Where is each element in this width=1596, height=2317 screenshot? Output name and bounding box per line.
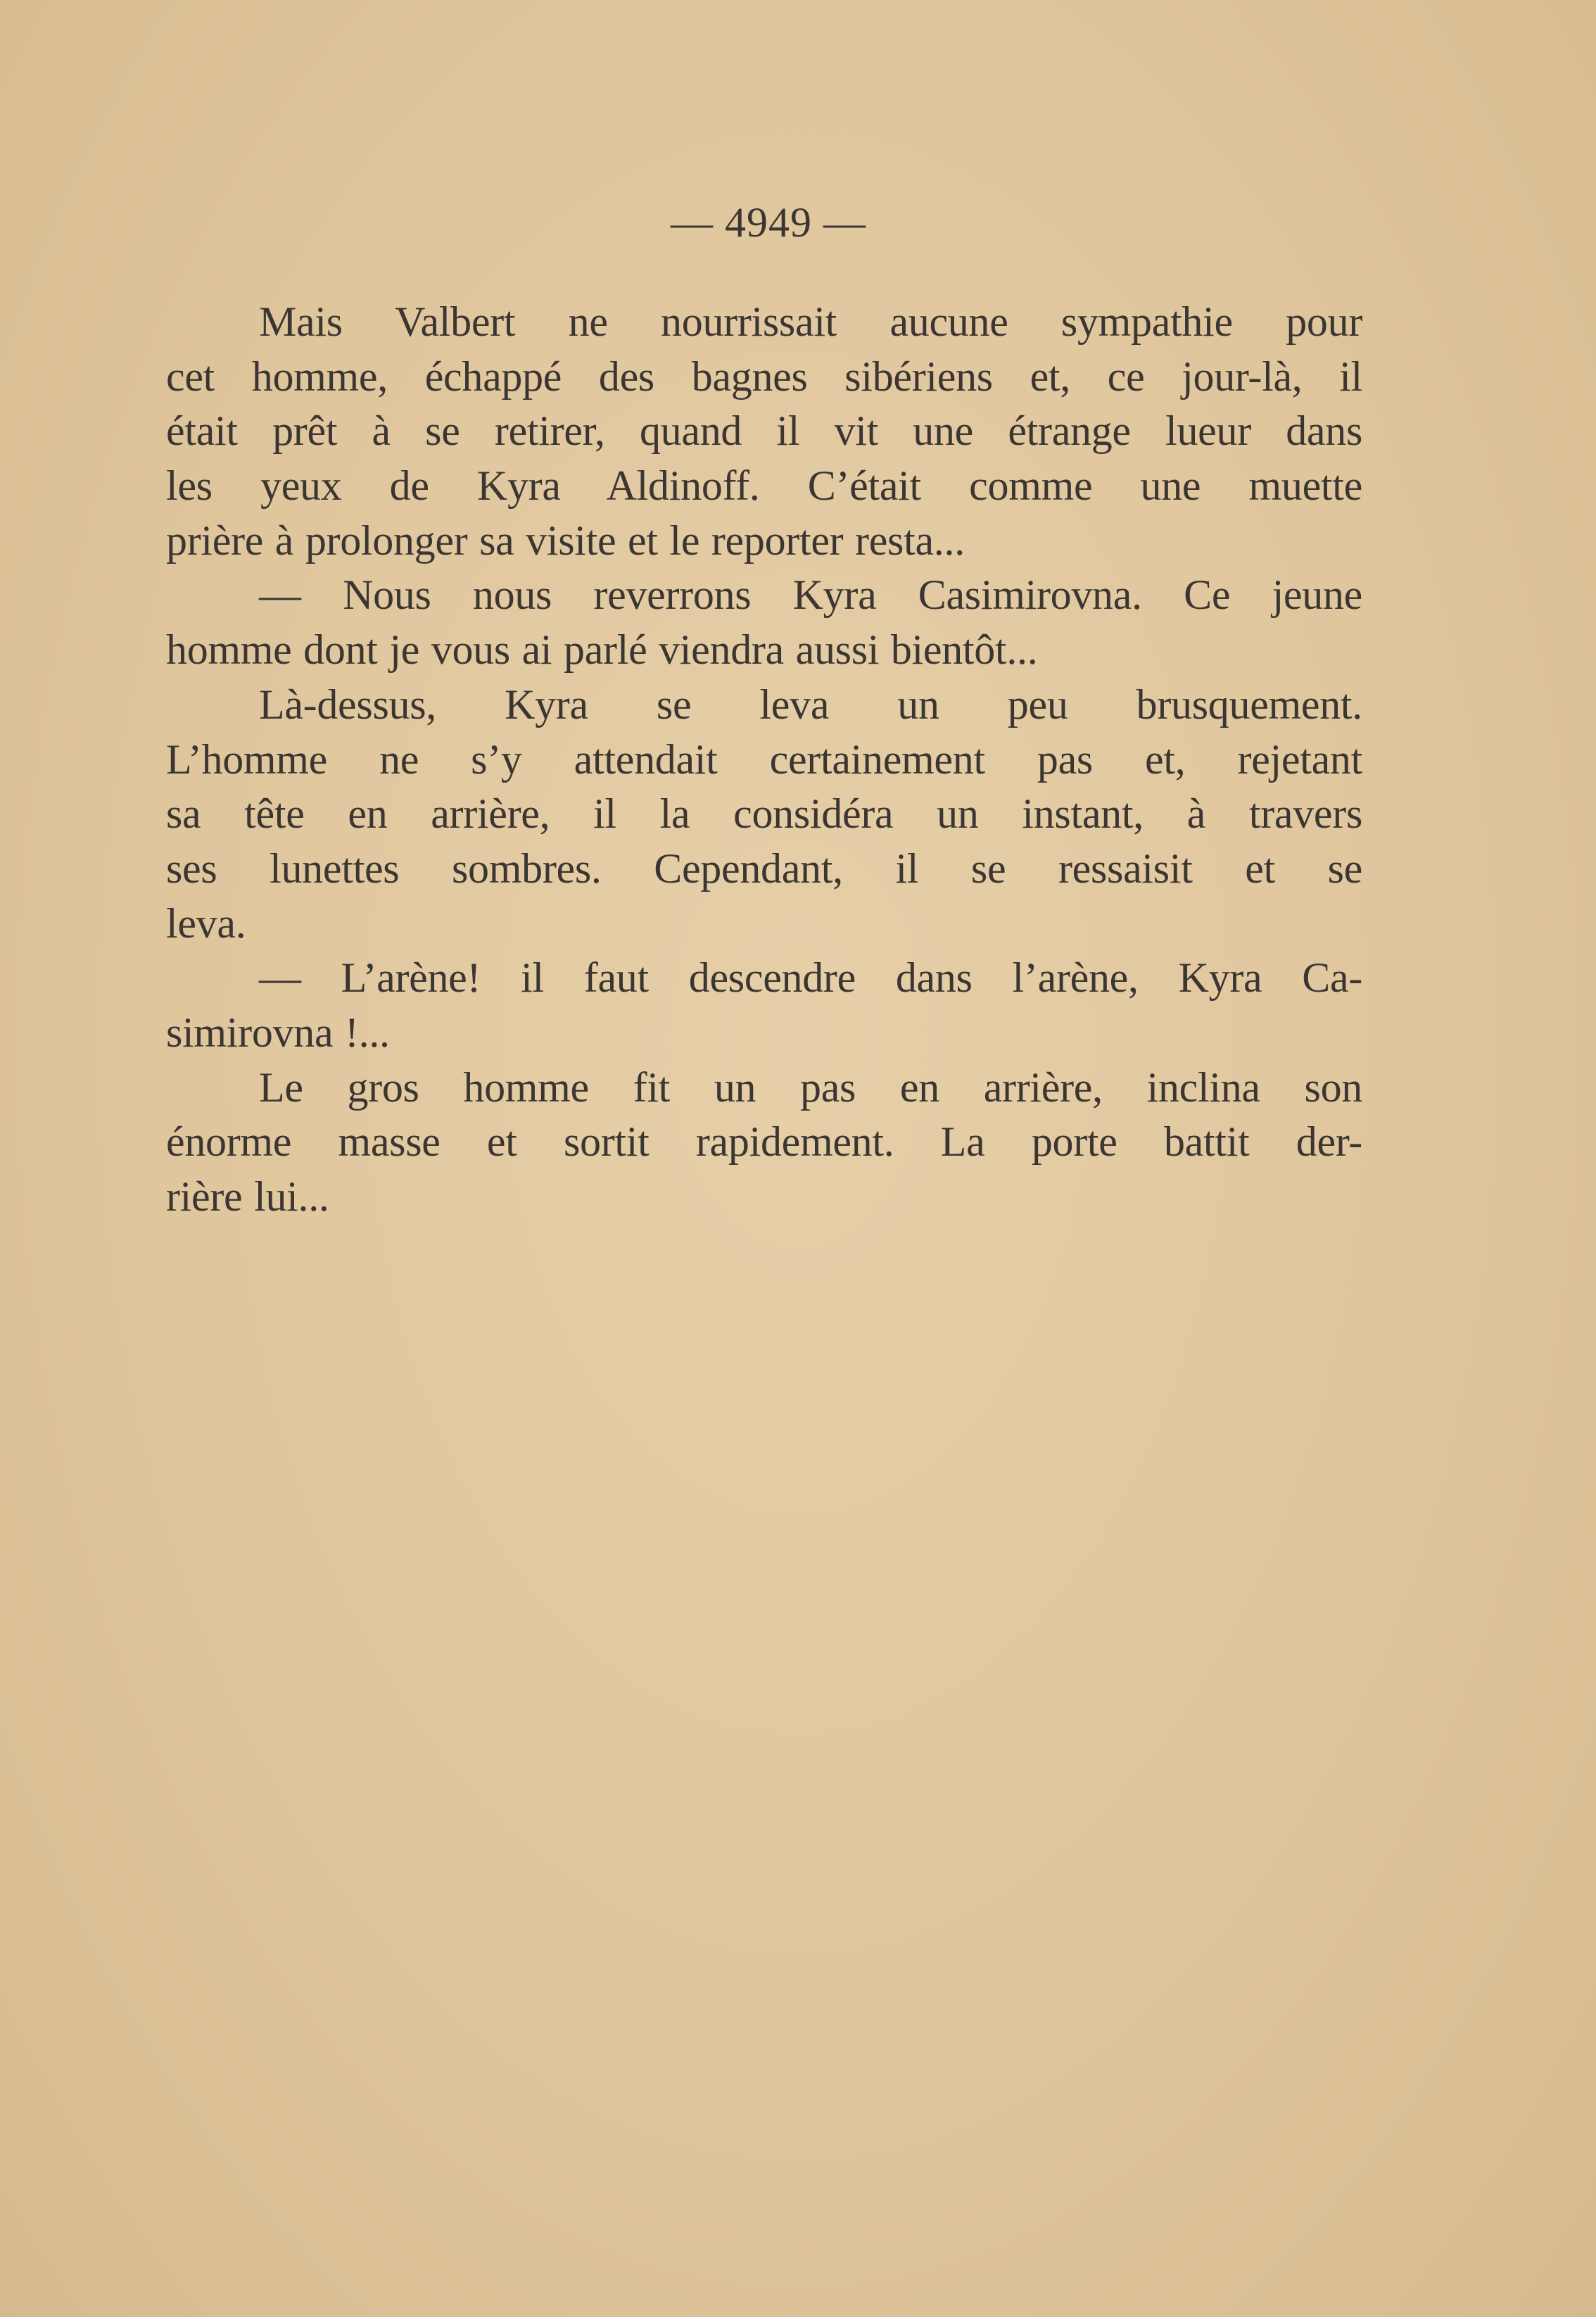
page-number: — 4949 — [671, 199, 866, 246]
text-line: — Nous nous reverrons Kyra Casimirovna. Ce jeune [259, 572, 1362, 619]
text-line: prière à prolonger sa visite et le reporter resta... [166, 517, 965, 564]
text-line: était prêt à se retirer, quand il vit une étrange lueur dans [166, 408, 1362, 455]
text-line: — L’arène! il faut descendre dans l’arène, Kyra Ca- [259, 954, 1362, 1002]
text-line: cet homme, échappé des bagnes sibériens et, ce jour-là, il [166, 353, 1362, 400]
text-line: homme dont je vous ai parlé viendra aussi bientôt... [166, 626, 1038, 674]
text-line: L’homme ne s’y attendait certainement pas et, rejetant [166, 735, 1362, 783]
text-line: rière lui... [166, 1173, 329, 1220]
text-line: Mais Valbert ne nourrissait aucune sympathie pour [259, 298, 1362, 345]
text-line: ses lunettes sombres. Cependant, il se ressaisit et se [166, 845, 1362, 892]
text-line: sa tête en arrière, il la considéra un instant, à travers [166, 790, 1362, 838]
text-line: leva. [166, 899, 246, 947]
text-line: les yeux de Kyra Aldinoff. C’était comme une muette [166, 462, 1362, 510]
text-line: Là-dessus, Kyra se leva un peu brusquement. [259, 681, 1362, 728]
text-line: simirovna !... [166, 1009, 390, 1056]
text-line: énorme masse et sortit rapidement. La porte battit der- [166, 1118, 1362, 1166]
text-line: Le gros homme fit un pas en arrière, inclina son [259, 1063, 1362, 1111]
body-text [166, 295, 1362, 1225]
